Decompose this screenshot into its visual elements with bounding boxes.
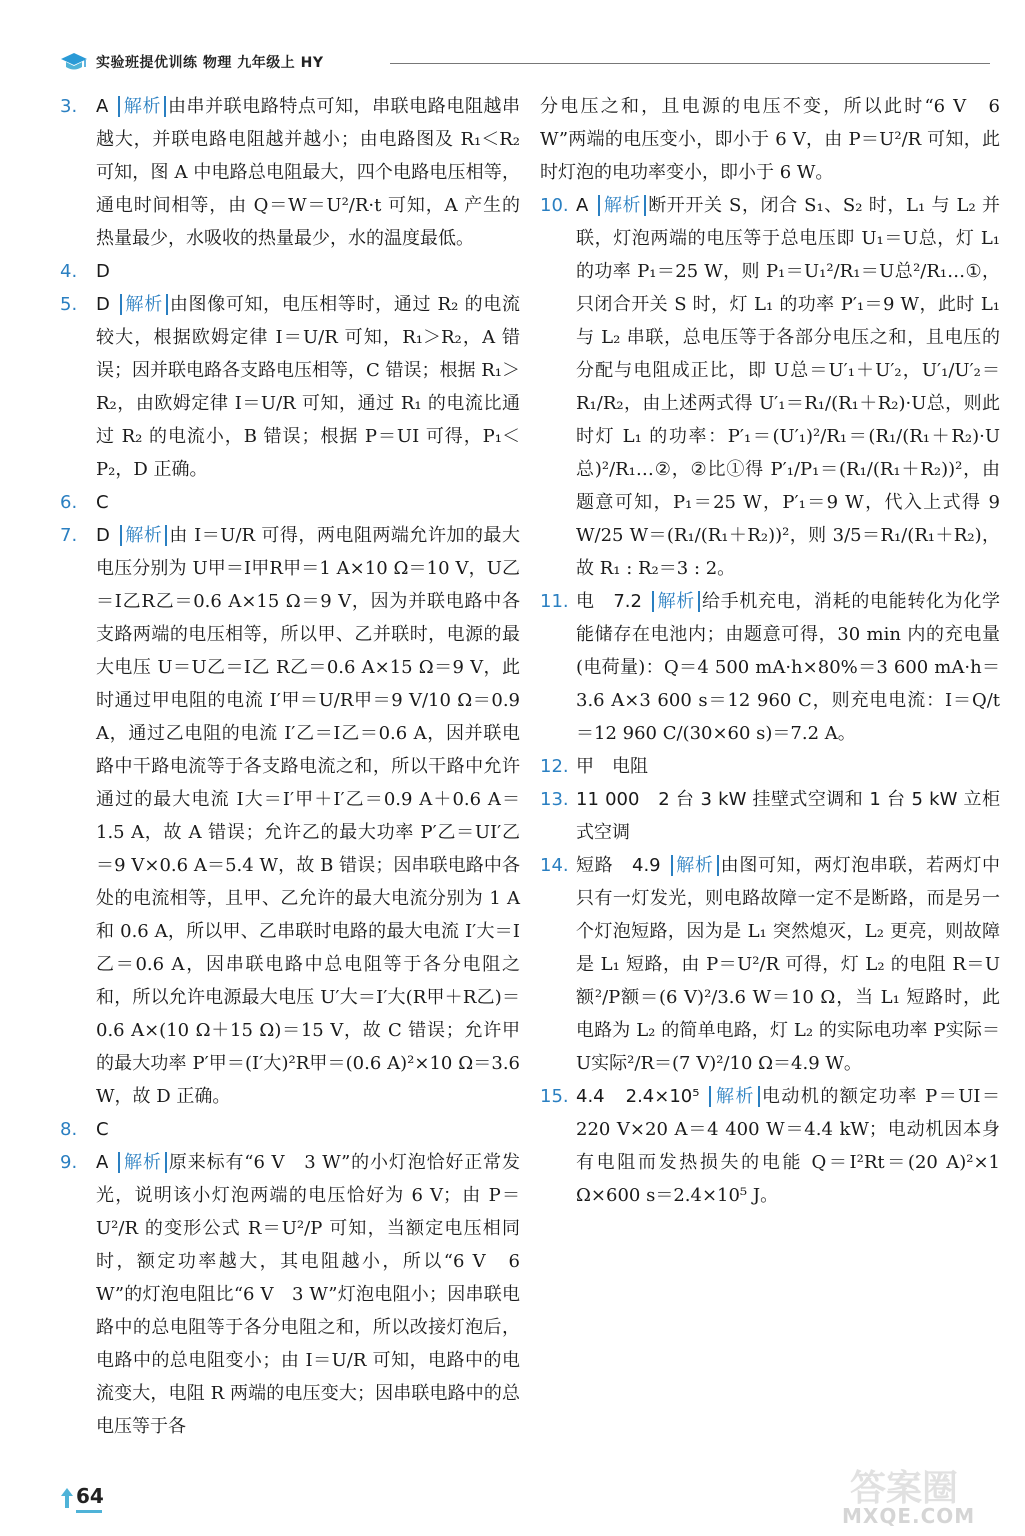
- answer-value: A: [576, 195, 589, 216]
- question-number: 11.: [540, 591, 569, 612]
- page-number-underline: [76, 1510, 102, 1513]
- explanation-text: 断开开关 S，闭合 S₁、S₂ 时，L₁ 与 L₂ 并联，灯泡两端的电压等于总电压即 U₁＝U总，灯 L₁ 的功率 P₁＝25 W，则 P₁＝U₁²/R₁＝U总²/R₁…①，只闭合开关 S 时，灯 L₁ 的功率 P′₁＝9 W，此时 L₁ 与 L₂ 串联，总电压等于各部分电压之和，且电压的分配与电阻成正比，即 U总＝U′₁＋U′₂，U′₁/U′₂＝R₁/R₂，由上述两式得 U′₁＝R₁/(R₁＋R₂)·U总，则此时灯 L₁ 的功率：P′₁＝(U′₁)²/R₁＝(R₁/(R₁＋R₂)·U总)²/R₁…②，②比①得 P′₁/P₁＝(R₁/(R₁＋R₂))²，由题意可知，P₁＝25 W，P′₁＝9 W，代入上式得 9 W/25 W＝(R₁/(R₁＋R₂))²，则 3/5＝R₁/(R₁＋R₂)，故 R₁ : R₂＝3 : 2。: [576, 195, 1001, 579]
- answer-value: 4.4 2.4×10⁵: [576, 1086, 700, 1107]
- question-number: 5.: [60, 294, 78, 315]
- explanation-text: 给手机充电，消耗的电能转化为化学能储存在电池内；由题意可得，30 min 内的充电量(电荷量)：Q＝4 500 mA·h×80%＝3 600 mA·h＝3.6 A×3 600 s＝12 960 C，则充电电流：I＝Q/t＝12 960 C/(30×60 s)＝7.2 A。: [576, 591, 1001, 744]
- explanation-text: 由图可知，两灯泡串联，若两灯中只有一灯发光，则电路故障一定不是断路，而是另一个灯泡短路，因为是 L₁ 突然熄灭，L₂ 更亮，则故障是 L₁ 短路，由 P＝U²/R 可得，灯 L₂ 的电阻 R＝U额²/P额＝(6 V)²/3.6 W＝10 Ω，当 L₁ 短路时，此电路为 L₂ 的简单电路，灯 L₂ 的实际电功率 P实际＝U实际²/R＝(7 V)²/10 Ω＝4.9 W。: [576, 855, 1001, 1074]
- graduation-cap-icon: [60, 52, 88, 72]
- answer-entry: [60, 90, 520, 255]
- answer-value: A: [96, 96, 109, 117]
- page-number: 64: [76, 1484, 104, 1508]
- watermark-url: MXQE.COM: [842, 1504, 976, 1528]
- explanation-text: 由 I＝U/R 可得，两电阻两端允许加的最大电压分别为 U甲＝I甲R甲＝1 A×10 Ω＝10 V，U乙＝I乙R乙＝0.6 A×15 Ω＝9 V，因为并联电路中各支路两端的电压相等，所以甲、乙并联时，电源的最大电压 U＝U乙＝I乙 R乙＝0.6 A×15 Ω＝9 V，此时通过甲电阻的电流 I′甲＝U/R甲＝9 V/10 Ω＝0.9 A，通过乙电阻的电流 I′乙＝I乙＝0.6 A，因并联电路中干路电流等于各支路电流之和，所以干路中允许通过的最大电流 I大＝I′甲＋I′乙＝0.9 A＋0.6 A＝1.5 A，故 A 错误；允许乙的最大功率 P′乙＝UI′乙＝9 V×0.6 A＝5.4 W，故 B 错误；因串联电路中各处的电流相等，且甲、乙允许的最大电流分别为 1 A 和 0.6 A，所以甲、乙串联时电路的最大电流 I′大＝I乙＝0.6 A，因串联电路中总电阻等于各分电阻之和，所以允许电源最大电压 U′大＝I′大(R甲＋R乙)＝0.6 A×(10 Ω＋15 Ω)＝15 V，故 C 错误；允许甲的最大功率 P′甲＝(I′大)²R甲＝(0.6 A)²×10 Ω＝3.6 W，故 D 正确。: [96, 525, 521, 1107]
- analysis-tag: 解析: [709, 1086, 759, 1107]
- question-number: 14.: [540, 855, 569, 876]
- answer-value: 甲 电阻: [576, 756, 648, 777]
- question-number: 8.: [60, 1119, 78, 1140]
- question-number: 12.: [540, 756, 569, 777]
- question-number: 9.: [60, 1152, 78, 1173]
- answer-entry: [540, 783, 1000, 849]
- explanation-text: 分电压之和，且电源的电压不变，所以此时“6 V 6 W”两端的电压变小，即小于 6 V，由 P＝U²/R 可知，此时灯泡的电功率变小，即小于 6 W。: [540, 96, 1000, 183]
- analysis-tag: 解析: [118, 96, 166, 117]
- answer-value: 11 000 2 台 3 kW 挂壁式空调和 1 台 5 kW 立柜式空调: [576, 789, 1000, 843]
- answer-value: A: [96, 1152, 109, 1173]
- answer-value: C: [96, 1119, 109, 1140]
- analysis-tag: 解析: [598, 195, 646, 216]
- explanation-text: 原来标有“6 V 3 W”的小灯泡恰好正常发光，说明该小灯泡两端的电压恰好为 6 V；由 P＝U²/R 的变形公式 R＝U²/P 可知，当额定电压相同时，额定功率越大，其电阻越小，所以“6 V 6 W”的灯泡电阻比“6 V 3 W”灯泡电阻小；因串联电路中的总电阻等于各分电阻之和，所以改接灯泡后，电路中的总电阻变小；由 I＝U/R 可知，电路中的电流变大，电阻 R 两端的电压变大；因串联电路中的总电压等于各: [96, 1152, 520, 1437]
- page-header: [60, 46, 990, 76]
- question-number: 13.: [540, 789, 569, 810]
- answer-entry: [60, 1113, 520, 1146]
- watermark-logo: 答案圈: [850, 1468, 959, 1509]
- answer-entry: [60, 288, 520, 486]
- answer-value: C: [96, 492, 109, 513]
- explanation-text: 由图像可知，电压相等时，通过 R₂ 的电流较大，根据欧姆定律 I＝U/R 可知，R₁＞R₂，A 错误；因并联电路各支路电压相等，C 错误；根据 R₁＞R₂，由欧姆定律 I＝U/R 可知，通过 R₁ 的电流比通过 R₂ 的电流小，B 错误；根据 P＝UI 可得，P₁＜P₂，D 正确。: [96, 294, 521, 480]
- analysis-tag: 解析: [120, 525, 168, 546]
- answer-entry: [540, 189, 1000, 585]
- arrow-up-icon: [60, 1486, 74, 1510]
- answer-entry: [60, 519, 520, 1113]
- question-number: 7.: [60, 525, 78, 546]
- answer-value: D: [96, 525, 110, 546]
- question-number: 6.: [60, 492, 78, 513]
- right-column: [540, 90, 1000, 1212]
- answer-entry: [540, 585, 1000, 750]
- left-column: [60, 90, 520, 1443]
- answer-value: 电 7.2: [576, 591, 642, 612]
- analysis-tag: 解析: [120, 294, 168, 315]
- answer-entry: [60, 255, 520, 288]
- question-number: 4.: [60, 261, 78, 282]
- analysis-tag: 解析: [652, 591, 700, 612]
- answer-entry: [540, 849, 1000, 1080]
- question-number: 10.: [540, 195, 569, 216]
- answer-entry: [60, 1146, 520, 1443]
- explanation-text: 电动机的额定功率 P＝UI＝220 V×20 A＝4 400 W＝4.4 kW；电动机因本身有电阻而发热损失的电能 Q＝I²Rt＝(20 A)²×1 Ω×600 s＝2.4×10⁵ J。: [576, 1086, 1000, 1206]
- analysis-tag: 解析: [671, 855, 719, 876]
- question-number: 15.: [540, 1086, 569, 1107]
- explanation-text: 由串并联电路特点可知，串联电路电阻越串越大，并联电路电阻越并越小；由电路图及 R₁＜R₂ 可知，图 A 中电路总电阻最大，四个电路电压相等，通电时间相等，由 Q＝W＝U²/R·t 可知，A 产生的热量最少，水吸收的热量最少，水的温度最低。: [96, 96, 521, 249]
- answer-value: D: [96, 261, 110, 282]
- answer-entry: [540, 90, 1000, 189]
- answer-value: 短路 4.9: [576, 855, 661, 876]
- header-rule: [390, 63, 990, 64]
- question-number: 3.: [60, 96, 78, 117]
- watermark: [842, 1460, 992, 1530]
- analysis-tag: 解析: [118, 1152, 167, 1173]
- answer-entry: [60, 486, 520, 519]
- answer-value: D: [96, 294, 110, 315]
- answer-entry: [540, 750, 1000, 783]
- header-title: 实验班提优训练 物理 九年级上 HY: [96, 55, 324, 71]
- answer-entry: [540, 1080, 1000, 1212]
